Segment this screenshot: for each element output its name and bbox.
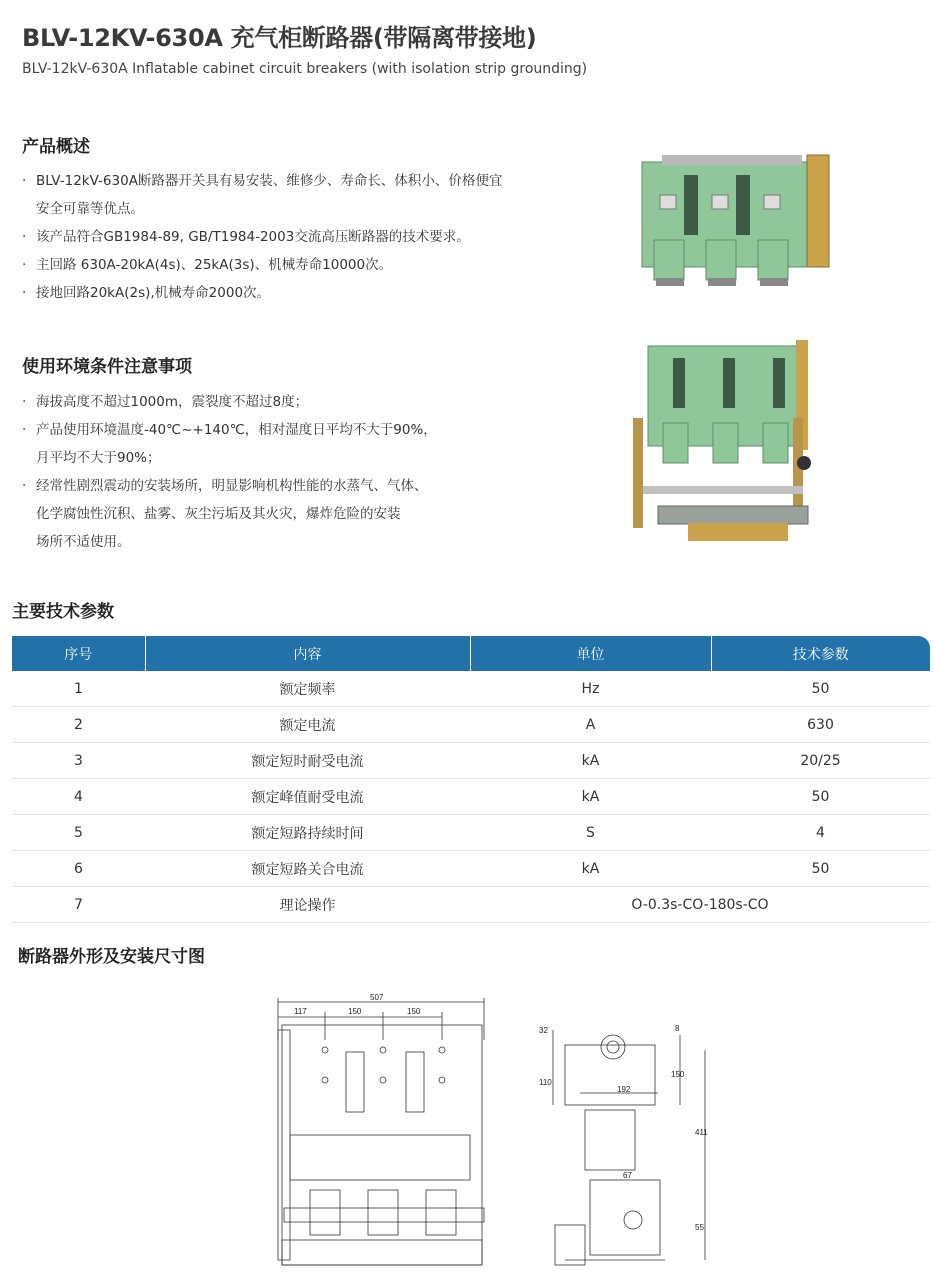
cell: 630	[711, 707, 930, 743]
cell: 50	[711, 671, 930, 707]
list-item: 月平均不大于90%；	[36, 450, 161, 466]
cell: 5	[12, 815, 145, 851]
list-item: · 主回路 630A-20kA(4s)、25kA(3s)、机械寿命10000次。	[22, 257, 393, 273]
dim-192: 192	[617, 1085, 631, 1094]
col-header-unit: 单位	[470, 636, 711, 671]
dim-8: 8	[675, 1024, 680, 1033]
cell: 2	[12, 707, 145, 743]
table-row	[12, 671, 930, 707]
table-row	[12, 815, 930, 851]
table-row	[12, 743, 930, 779]
cell: 3	[12, 743, 145, 779]
dim-150b: 150	[407, 1007, 421, 1016]
specs-table	[12, 636, 930, 923]
overview-list	[22, 167, 502, 307]
list-item: · 经常性剧烈震动的安装场所，明显影响机构性能的水蒸气、气体、	[22, 478, 428, 494]
cell: 4	[711, 815, 930, 851]
front-view-drawing	[270, 990, 500, 1275]
dim-150: 150	[671, 1070, 685, 1079]
drawing-heading: 断路器外形及安装尺寸图	[18, 947, 205, 967]
page-subtitle: BLV-12kV-630A Inflatable cabinet circuit breakers (with isolation strip grounding)	[22, 61, 588, 77]
dim-507: 507	[370, 993, 384, 1002]
dim-110: 110	[539, 1078, 552, 1087]
list-item: · 接地回路20kA(2s),机械寿命2000次。	[22, 285, 271, 301]
cell: S	[470, 815, 711, 851]
cell: 20/25	[711, 743, 930, 779]
dim-150a: 150	[348, 1007, 362, 1016]
list-item: · BLV-12kV-630A断路器开关具有易安装、维修少、寿命长、体积小、价格便宜	[22, 173, 503, 189]
cell: kA	[470, 851, 711, 887]
col-header-value: 技术参数	[711, 636, 930, 671]
cell: 额定电流	[145, 707, 470, 743]
cell: A	[470, 707, 711, 743]
dim-411: 411	[695, 1128, 708, 1137]
list-item: 场所不适使用。	[36, 534, 131, 550]
environment-list	[22, 388, 437, 556]
col-header-index: 序号	[12, 636, 145, 671]
cell: kA	[470, 743, 711, 779]
environment-heading: 使用环境条件注意事项	[22, 357, 192, 377]
cell: 额定频率	[145, 671, 470, 707]
list-item: 化学腐蚀性沉积、盐雾、灰尘污垢及其火灾，爆炸危险的安装	[36, 506, 401, 522]
cell: 理论操作	[145, 887, 470, 923]
cell: 50	[711, 779, 930, 815]
dim-67: 67	[623, 1171, 632, 1180]
cell: 额定峰值耐受电流	[145, 779, 470, 815]
cell: O-0.3s-CO-180s-CO	[470, 887, 930, 923]
list-item: · 海拔高度不超过1000m，震裂度不超过8度；	[22, 394, 309, 410]
list-item: 安全可靠等优点。	[36, 201, 144, 217]
dim-32: 32	[539, 1026, 548, 1035]
cell: 50	[711, 851, 930, 887]
list-item: · 产品使用环境温度-40℃~+140℃，相对湿度日平均不大于90%，	[22, 422, 437, 438]
table-row	[12, 779, 930, 815]
cell: 7	[12, 887, 145, 923]
table-row	[12, 887, 930, 923]
cell: 额定短路持续时间	[145, 815, 470, 851]
cell: 额定短时耐受电流	[145, 743, 470, 779]
dim-117: 117	[294, 1007, 307, 1016]
side-view-drawing	[535, 1015, 715, 1280]
cell: 4	[12, 779, 145, 815]
specs-heading: 主要技术参数	[12, 602, 114, 622]
breaker-photo-bottom	[628, 338, 820, 548]
cell: 1	[12, 671, 145, 707]
table-row	[12, 707, 930, 743]
col-header-content: 内容	[145, 636, 470, 671]
page-title: BLV-12KV-630A 充气柜断路器(带隔离带接地)	[22, 24, 537, 52]
overview-heading: 产品概述	[22, 137, 90, 157]
dim-55: 55	[695, 1223, 704, 1232]
table-header-row	[12, 636, 930, 671]
list-item: · 该产品符合GB1984-89, GB/T1984-2003交流高压断路器的技术要求。	[22, 229, 470, 245]
cell: 额定短路关合电流	[145, 851, 470, 887]
cell: 6	[12, 851, 145, 887]
cell: Hz	[470, 671, 711, 707]
table-row	[12, 851, 930, 887]
breaker-photo-top	[632, 150, 837, 305]
cell: kA	[470, 779, 711, 815]
